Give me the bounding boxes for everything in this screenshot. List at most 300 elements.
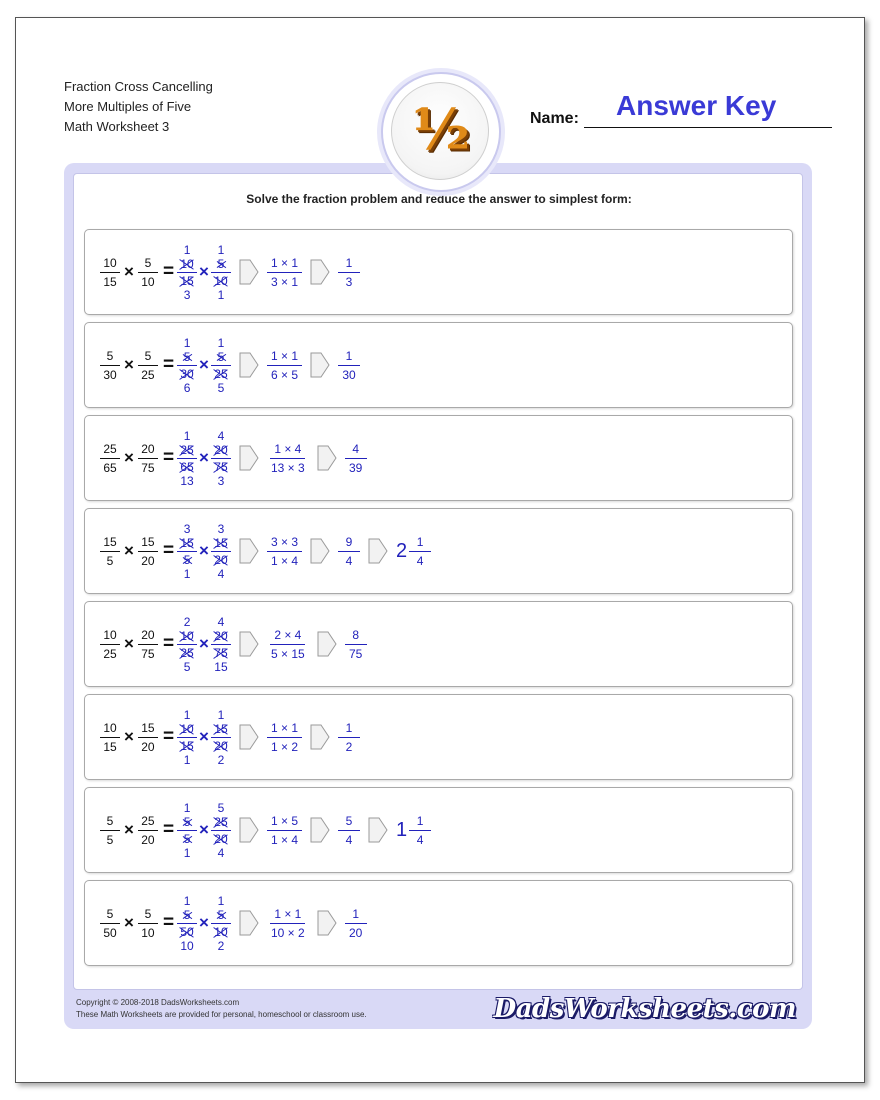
mixed-numerator: 1 — [409, 814, 431, 831]
result-numerator: 1 — [338, 721, 360, 738]
cancelled-numerator — [177, 629, 197, 645]
cancelled-numerator-result: 4 — [217, 614, 225, 629]
denominator: 20 — [141, 739, 155, 754]
result-numerator: 8 — [345, 628, 367, 645]
cancelled-denominator — [211, 738, 231, 753]
struck-numerator: 10 — [180, 628, 194, 643]
struck-numerator: 20 — [214, 628, 228, 643]
times-sign: × — [124, 913, 134, 932]
arrow-icon — [317, 631, 337, 657]
cancelled-denominator-result: 1 — [183, 845, 191, 860]
cancelled-fraction-b — [211, 708, 231, 767]
fraction-b — [137, 907, 159, 940]
cancelled-fraction-b — [211, 894, 231, 953]
arrow-icon — [368, 538, 388, 564]
cancelled-fraction-b — [211, 336, 231, 395]
cancelled-fraction-body — [177, 257, 197, 288]
numerator: 25 — [100, 442, 120, 459]
equals-sign: = — [162, 912, 175, 933]
dadsworksheets-logo: DadsWorksheets.com — [493, 994, 796, 1024]
logo-half-glyph: ½ — [411, 97, 469, 163]
arrow-icon — [239, 352, 259, 378]
cancelled-denominator — [211, 459, 231, 474]
cancelled-numerator-result: 1 — [217, 242, 225, 257]
struck-denominator: 75 — [214, 645, 228, 660]
arrow-icon — [368, 817, 388, 843]
struck-numerator: 20 — [214, 442, 228, 457]
fraction-a — [99, 535, 121, 568]
cancelled-denominator-result: 3 — [217, 473, 225, 488]
struck-numerator: 10 — [180, 721, 194, 736]
cancelled-fraction-a — [177, 615, 197, 674]
times-sign: × — [199, 913, 209, 932]
cancelled-numerator-result: 1 — [183, 800, 191, 815]
cancelled-numerator-result: 1 — [217, 893, 225, 908]
numerator: 15 — [138, 535, 158, 552]
numerator: 5 — [100, 907, 120, 924]
struck-denominator: 5 — [183, 831, 191, 846]
product-fraction — [267, 535, 302, 568]
result-fraction — [338, 349, 360, 382]
cancelled-denominator — [211, 273, 231, 288]
mixed-denominator: 4 — [416, 832, 424, 847]
arrow-icon — [239, 817, 259, 843]
problem-equation — [99, 881, 367, 965]
denominator: 20 — [141, 832, 155, 847]
struck-denominator: 15 — [180, 273, 194, 288]
struck-numerator: 25 — [214, 814, 228, 829]
denominator: 50 — [103, 925, 117, 940]
cancelled-denominator — [211, 366, 231, 381]
struck-numerator: 5 — [183, 814, 191, 829]
answer-key-label: Answer Key — [616, 90, 777, 121]
numerator: 5 — [138, 256, 158, 273]
fraction-b — [137, 349, 159, 382]
product-fraction — [267, 628, 309, 661]
cancelled-numerator — [177, 815, 197, 831]
denominator: 20 — [141, 553, 155, 568]
cancelled-numerator — [211, 908, 231, 924]
result-fraction — [338, 535, 360, 568]
cancelled-denominator — [211, 831, 231, 846]
cancelled-fraction-body — [177, 722, 197, 753]
result-numerator: 1 — [338, 256, 360, 273]
cancelled-fraction-body — [211, 629, 231, 660]
struck-numerator: 5 — [183, 907, 191, 922]
struck-numerator: 15 — [180, 535, 194, 550]
struck-numerator: 15 — [214, 721, 228, 736]
cancelled-numerator — [211, 257, 231, 273]
fraction-b — [137, 628, 159, 661]
result-denominator: 2 — [345, 739, 353, 754]
cancelled-fraction-body — [211, 536, 231, 567]
equals-sign: = — [162, 447, 175, 468]
problem-row — [84, 694, 793, 780]
product-numerator: 1 × 1 — [267, 349, 302, 366]
cancelled-denominator — [211, 645, 231, 660]
product-denominator: 1 × 4 — [270, 553, 299, 568]
product-numerator: 2 × 4 — [270, 628, 305, 645]
result-denominator: 30 — [342, 367, 356, 382]
fraction-b — [137, 256, 159, 289]
problem-row — [84, 787, 793, 873]
result-fraction — [345, 907, 367, 940]
arrow-icon — [239, 445, 259, 471]
cancelled-denominator — [177, 738, 197, 753]
cancelled-denominator — [177, 552, 197, 567]
cancelled-fraction-body — [177, 629, 197, 660]
numerator: 15 — [100, 535, 120, 552]
times-sign: × — [199, 448, 209, 467]
product-fraction — [267, 721, 302, 754]
fraction-a — [99, 628, 121, 661]
times-sign: × — [124, 262, 134, 281]
denominator: 5 — [106, 832, 114, 847]
result-fraction — [338, 721, 360, 754]
title-line-1: Fraction Cross Cancelling — [64, 79, 213, 94]
cancelled-denominator — [211, 552, 231, 567]
product-denominator: 1 × 2 — [270, 739, 299, 754]
result-numerator: 1 — [345, 907, 367, 924]
fraction-b — [137, 721, 159, 754]
name-label: Name: — [530, 110, 579, 127]
arrow-icon — [317, 910, 337, 936]
denominator: 15 — [103, 739, 117, 754]
product-numerator: 1 × 1 — [267, 721, 302, 738]
cancelled-fraction-a — [177, 801, 197, 860]
struck-denominator: 25 — [214, 366, 228, 381]
times-sign: × — [124, 820, 134, 839]
struck-denominator: 50 — [180, 924, 194, 939]
cancelled-numerator — [177, 257, 197, 273]
cancelled-numerator-result: 1 — [183, 893, 191, 908]
denominator: 25 — [103, 646, 117, 661]
cancelled-denominator-result: 3 — [183, 287, 191, 302]
result-numerator: 9 — [338, 535, 360, 552]
cancelled-denominator — [177, 924, 197, 939]
instruction-text: Solve the fraction problem and reduce the answer to simplest form: — [246, 192, 632, 206]
cancelled-fraction-a — [177, 708, 197, 767]
cancelled-numerator-result: 1 — [183, 707, 191, 722]
product-denominator: 13 × 3 — [270, 460, 305, 475]
cancelled-denominator-result: 6 — [183, 380, 191, 395]
cancelled-numerator — [177, 536, 197, 552]
cancelled-denominator — [177, 645, 197, 660]
struck-numerator: 5 — [183, 349, 191, 364]
result-numerator: 1 — [338, 349, 360, 366]
result-denominator: 20 — [349, 925, 363, 940]
title-line-2: More Multiples of Five — [64, 99, 192, 114]
fraction-a — [99, 907, 121, 940]
problems-panel — [64, 163, 812, 1029]
problem-equation — [99, 509, 431, 593]
result-numerator: 4 — [345, 442, 367, 459]
cancelled-numerator-result: 3 — [217, 521, 225, 536]
equals-sign: = — [162, 261, 175, 282]
struck-denominator: 5 — [183, 552, 191, 567]
cancelled-denominator — [177, 831, 197, 846]
problems-panel-inner — [73, 173, 803, 990]
cancelled-numerator-result: 1 — [183, 428, 191, 443]
problem-equation — [99, 602, 367, 686]
numerator: 15 — [138, 721, 158, 738]
fraction-a — [99, 442, 121, 475]
arrow-icon — [310, 259, 330, 285]
times-sign: × — [199, 541, 209, 560]
numerator: 20 — [138, 628, 158, 645]
cancelled-denominator-result: 15 — [214, 659, 228, 674]
denominator: 10 — [141, 274, 155, 289]
numerator: 10 — [100, 628, 120, 645]
result-numerator: 5 — [338, 814, 360, 831]
product-fraction — [267, 907, 309, 940]
fraction-a — [99, 721, 121, 754]
name-field — [530, 86, 832, 130]
mixed-fraction — [409, 814, 431, 847]
struck-denominator: 20 — [214, 831, 228, 846]
cancelled-denominator-result: 2 — [217, 752, 225, 767]
product-denominator: 10 × 2 — [270, 925, 305, 940]
numerator: 5 — [138, 907, 158, 924]
numerator: 10 — [100, 256, 120, 273]
cancelled-numerator-result: 1 — [183, 335, 191, 350]
title-line-3: Math Worksheet 3 — [64, 119, 170, 134]
struck-numerator: 5 — [217, 256, 225, 271]
product-numerator: 1 × 4 — [270, 442, 305, 459]
cancelled-numerator — [211, 443, 231, 459]
cancelled-fraction-a — [177, 522, 197, 581]
arrow-icon — [310, 352, 330, 378]
fraction-a — [99, 256, 121, 289]
product-denominator: 3 × 1 — [270, 274, 299, 289]
cancelled-denominator-result: 5 — [183, 659, 191, 674]
cancelled-numerator-result: 5 — [217, 800, 225, 815]
cancelled-denominator — [177, 366, 197, 381]
fraction-a — [99, 349, 121, 382]
cancelled-fraction-body — [211, 722, 231, 753]
struck-numerator: 5 — [217, 907, 225, 922]
result-fraction — [345, 628, 367, 661]
problem-equation — [99, 230, 360, 314]
product-fraction — [267, 814, 302, 847]
product-fraction — [267, 442, 309, 475]
product-numerator: 3 × 3 — [267, 535, 302, 552]
arrow-icon — [310, 724, 330, 750]
cancelled-fraction-body — [211, 443, 231, 474]
cancelled-fraction-b — [211, 522, 231, 581]
denominator: 15 — [103, 274, 117, 289]
denominator: 75 — [141, 460, 155, 475]
fraction-b — [137, 442, 159, 475]
cancelled-fraction-body — [211, 257, 231, 288]
struck-numerator: 15 — [214, 535, 228, 550]
struck-denominator: 25 — [180, 645, 194, 660]
arrow-icon — [310, 817, 330, 843]
product-numerator: 1 × 1 — [267, 256, 302, 273]
problem-row — [84, 508, 793, 594]
cancelled-fraction-a — [177, 894, 197, 953]
times-sign: × — [199, 727, 209, 746]
times-sign: × — [199, 355, 209, 374]
product-denominator: 6 × 5 — [270, 367, 299, 382]
equals-sign: = — [162, 354, 175, 375]
product-numerator: 1 × 1 — [270, 907, 305, 924]
numerator: 10 — [100, 721, 120, 738]
cancelled-fraction-b — [211, 429, 231, 488]
times-sign: × — [199, 634, 209, 653]
problem-row — [84, 601, 793, 687]
numerator: 20 — [138, 442, 158, 459]
struck-denominator: 10 — [214, 273, 228, 288]
copyright-text: Copyright © 2008-2018 DadsWorksheets.com — [76, 998, 240, 1007]
cancelled-numerator — [211, 350, 231, 366]
cancelled-numerator — [177, 908, 197, 924]
equals-sign: = — [162, 819, 175, 840]
cancelled-numerator-result: 3 — [183, 521, 191, 536]
times-sign: × — [124, 634, 134, 653]
cancelled-denominator-result: 5 — [217, 380, 225, 395]
cancelled-fraction-b — [211, 615, 231, 674]
denominator: 5 — [106, 553, 114, 568]
cancelled-numerator — [211, 629, 231, 645]
struck-denominator: 75 — [214, 459, 228, 474]
cancelled-numerator — [211, 815, 231, 831]
numerator: 5 — [138, 349, 158, 366]
cancelled-denominator-result: 1 — [183, 752, 191, 767]
mixed-number — [396, 814, 431, 847]
numerator: 5 — [100, 814, 120, 831]
product-denominator: 5 × 15 — [270, 646, 305, 661]
problem-row — [84, 880, 793, 966]
struck-numerator: 5 — [217, 349, 225, 364]
cancelled-denominator-result: 10 — [180, 938, 194, 953]
times-sign: × — [124, 541, 134, 560]
cancelled-fraction-a — [177, 429, 197, 488]
mixed-number — [396, 535, 431, 568]
cancelled-fraction-body — [211, 350, 231, 381]
cancelled-numerator — [177, 722, 197, 738]
times-sign: × — [124, 448, 134, 467]
struck-numerator: 10 — [180, 256, 194, 271]
problem-equation — [99, 788, 431, 872]
arrow-icon — [239, 631, 259, 657]
equals-sign: = — [162, 540, 175, 561]
cancelled-fraction-a — [177, 243, 197, 302]
cancelled-fraction-body — [211, 908, 231, 939]
cancelled-fraction-body — [177, 443, 197, 474]
arrow-icon — [317, 445, 337, 471]
product-fraction — [267, 256, 302, 289]
denominator: 30 — [103, 367, 117, 382]
cancelled-numerator — [177, 350, 197, 366]
cancelled-numerator-result: 1 — [217, 707, 225, 722]
problem-equation — [99, 416, 367, 500]
result-denominator: 75 — [349, 646, 363, 661]
product-fraction — [267, 349, 302, 382]
cancelled-numerator — [211, 536, 231, 552]
problem-row — [84, 415, 793, 501]
mixed-denominator: 4 — [416, 553, 424, 568]
arrow-icon — [239, 538, 259, 564]
mixed-whole: 1 — [396, 818, 408, 841]
fraction-b — [137, 814, 159, 847]
times-sign: × — [124, 355, 134, 374]
mixed-fraction — [409, 535, 431, 568]
result-denominator: 4 — [345, 832, 353, 847]
struck-denominator: 65 — [180, 459, 194, 474]
cancelled-fraction-body — [177, 815, 197, 846]
worksheet-title-block — [64, 77, 213, 137]
struck-denominator: 20 — [214, 738, 228, 753]
cancelled-denominator-result: 1 — [183, 566, 191, 581]
half-fraction-logo — [381, 72, 501, 192]
cancelled-denominator-result: 1 — [217, 287, 225, 302]
cancelled-denominator — [177, 459, 197, 474]
cancelled-denominator — [211, 924, 231, 939]
fraction-a — [99, 814, 121, 847]
cancelled-numerator-result: 1 — [183, 242, 191, 257]
times-sign: × — [199, 820, 209, 839]
cancelled-fraction-a — [177, 336, 197, 395]
struck-denominator: 20 — [214, 552, 228, 567]
result-denominator: 39 — [349, 460, 363, 475]
equals-sign: = — [162, 726, 175, 747]
result-denominator: 3 — [345, 274, 353, 289]
name-underline — [584, 127, 832, 128]
cancelled-numerator-result: 2 — [183, 614, 191, 629]
fraction-b — [137, 535, 159, 568]
arrow-icon — [239, 259, 259, 285]
problem-equation — [99, 695, 360, 779]
numerator: 25 — [138, 814, 158, 831]
struck-denominator: 30 — [180, 366, 194, 381]
denominator: 25 — [141, 367, 155, 382]
struck-numerator: 25 — [180, 442, 194, 457]
times-sign: × — [199, 262, 209, 281]
cancelled-numerator-result: 1 — [217, 335, 225, 350]
cancelled-fraction-b — [211, 801, 231, 860]
cancelled-denominator — [177, 273, 197, 288]
cancelled-numerator — [211, 722, 231, 738]
struck-denominator: 15 — [180, 738, 194, 753]
result-fraction — [338, 814, 360, 847]
denominator: 10 — [141, 925, 155, 940]
cancelled-fraction-body — [177, 908, 197, 939]
product-numerator: 1 × 5 — [267, 814, 302, 831]
arrow-icon — [310, 538, 330, 564]
cancelled-denominator-result: 4 — [217, 845, 225, 860]
problem-equation — [99, 323, 360, 407]
arrow-icon — [239, 910, 259, 936]
denominator: 75 — [141, 646, 155, 661]
mixed-numerator: 1 — [409, 535, 431, 552]
times-sign: × — [124, 727, 134, 746]
result-fraction — [338, 256, 360, 289]
numerator: 5 — [100, 349, 120, 366]
usage-notice: These Math Worksheets are provided for personal, homeschool or classroom use. — [76, 1010, 367, 1019]
cancelled-fraction-body — [177, 350, 197, 381]
result-denominator: 4 — [345, 553, 353, 568]
problem-row — [84, 229, 793, 315]
logo-badge — [391, 82, 489, 180]
arrow-icon — [239, 724, 259, 750]
cancelled-denominator-result: 13 — [180, 473, 194, 488]
product-denominator: 1 × 4 — [270, 832, 299, 847]
cancelled-denominator-result: 4 — [217, 566, 225, 581]
problem-row — [84, 322, 793, 408]
cancelled-numerator-result: 4 — [217, 428, 225, 443]
cancelled-denominator-result: 2 — [217, 938, 225, 953]
